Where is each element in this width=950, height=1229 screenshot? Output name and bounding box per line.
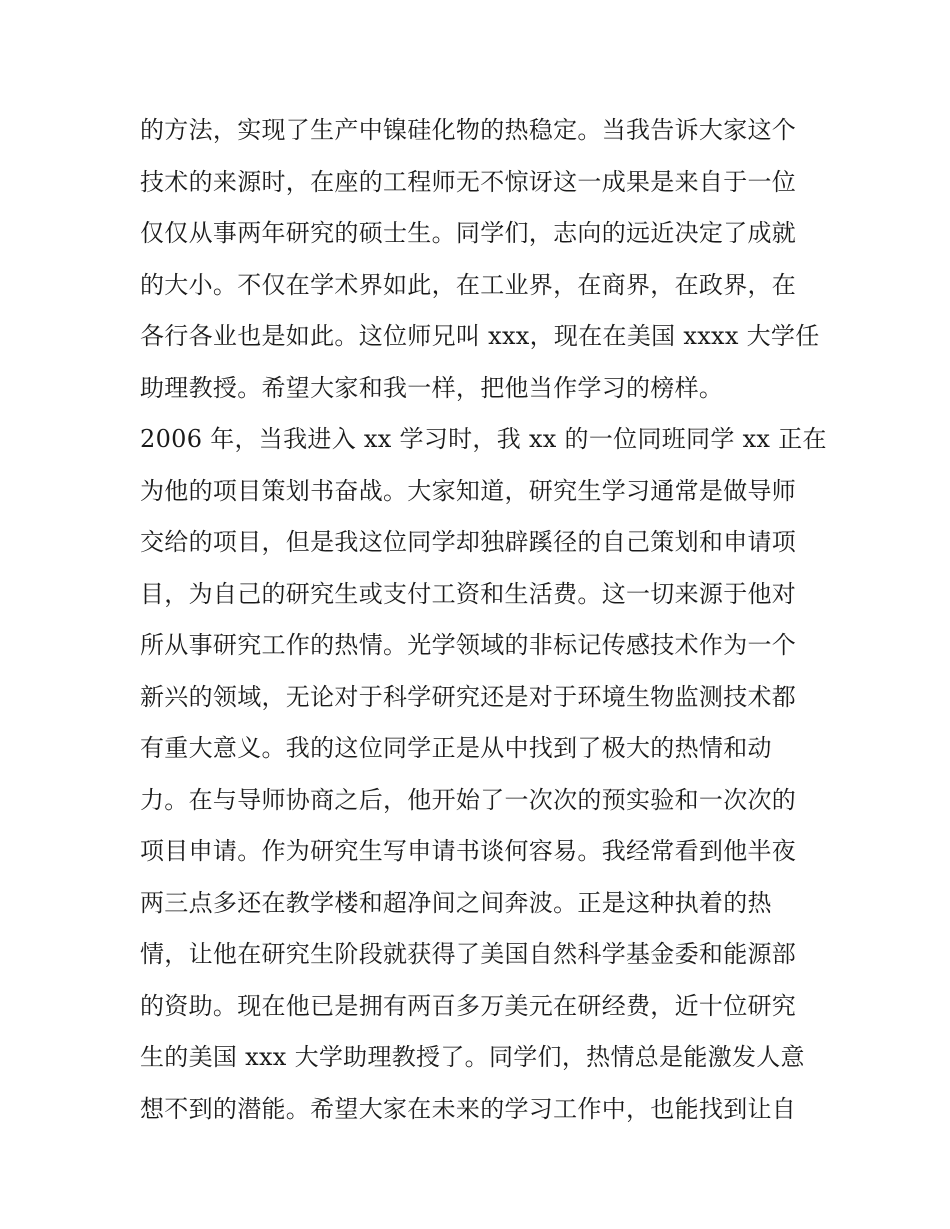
text-line: 交给的项目，但是我这位同学却独辟蹊径的自己策划和申请项 <box>140 528 797 556</box>
text-line: 项目申请。作为研究生写申请书谈何容易。我经常看到他半夜 <box>140 837 797 865</box>
text-line: 2006 年，当我进入 xx 学习时，我 xx 的一位同班同学 xx 正在 <box>140 425 827 453</box>
text-line: 力。在与导师协商之后，他开始了一次次的预实验和一次次的 <box>140 785 797 814</box>
text-line: 目，为自己的研究生或支付工资和生活费。这一切来源于他对 <box>140 579 797 608</box>
text-line: 生的美国 xxx 大学助理教授了。同学们，热情总是能激发人意 <box>140 1043 805 1071</box>
text-line: 的方法，实现了生产中镍硅化物的热稳定。当我告诉大家这个 <box>140 116 797 144</box>
text-line: 想不到的潜能。希望大家在未来的学习工作中，也能找到让自 <box>140 1094 797 1123</box>
text-line: 为他的项目策划书奋战。大家知道，研究生学习通常是做导师 <box>140 476 797 505</box>
text-line: 所从事研究工作的热情。光学领域的非标记传感技术作为一个 <box>140 631 797 659</box>
body-text <box>140 105 827 1135</box>
text-line: 技术的来源时，在座的工程师无不惊讶这一成果是来自于一位 <box>140 167 797 196</box>
text-line: 新兴的领域，无论对于科学研究还是对于环境生物监测技术都 <box>140 682 797 711</box>
text-line: 情，让他在研究生阶段就获得了美国自然科学基金委和能源部 <box>140 940 797 968</box>
text-line: 仅仅从事两年研究的硕士生。同学们，志向的远近决定了成就 <box>140 219 797 247</box>
text-line: 两三点多还在教学楼和超净间之间奔波。正是这种执着的热 <box>140 888 772 917</box>
text-line: 有重大意义。我的这位同学正是从中找到了极大的热情和动 <box>140 734 772 762</box>
text-line: 的大小。不仅在学术界如此，在工业界，在商界，在政界，在 <box>140 270 797 299</box>
text-line: 的资助。现在他已是拥有两百多万美元在研经费，近十位研究 <box>140 991 797 1020</box>
text-line: 各行各业也是如此。这位师兄叫 xxx，现在在美国 xxxx 大学任 <box>140 322 820 350</box>
text-line: 助理教授。希望大家和我一样，把他当作学习的榜样。 <box>140 373 724 402</box>
